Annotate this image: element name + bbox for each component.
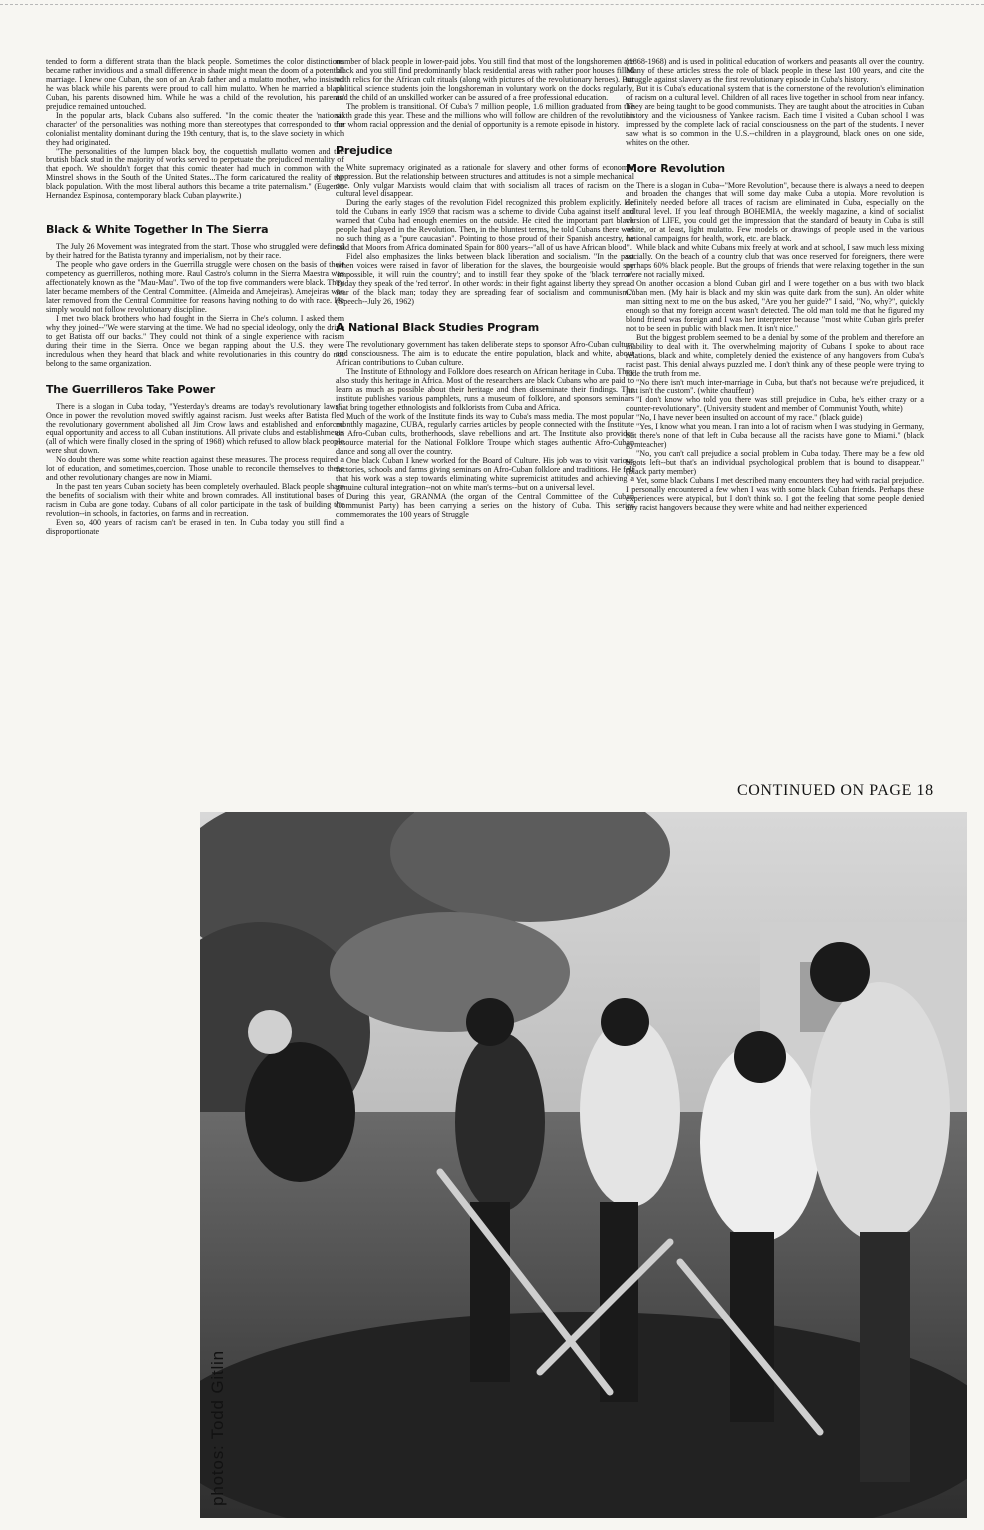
- photo-credit-text: photos: Todd Gitlin: [208, 1350, 227, 1506]
- paragraph: The Institute of Ethnology and Folklore does research on African heritage in Cuba. They also study this heritage in Africa. Most of the researchers are black Cubans who are paid to learn as much as possible about their heritage and then disseminate their findings. The institute publishes various pamphlets, runs a museum of folklore, and sponsors seminars that bring together ethnologists and folklorists from Cuba and Africa.: [336, 366, 634, 412]
- paragraph: I met two black brothers who had fought in the Sierra in Che's column. I asked them why they joined--"We were starving at the time. We had no special ideology, only the drive to get Batista off our backs." They could not think of a single experience with racism during their time in the Sierra. Once we began rapping about the U.S. they were incredulous when they heard that black and white revolutionaries in this country do not belong to the same organization.: [46, 313, 344, 368]
- paragraph: number of black people in lower-paid jobs. You still find that most of the longshoremen are black and you still find predominantly black residential areas with rather poor houses filled with relics for the African cult rituals (along with pictures of the revolutionary heroes). But political science students join the longshoreman in voluntary work on the docks regularly, and the child of an unskilled worker can be assured of a free professional education.: [336, 57, 634, 102]
- article-column-2: [336, 58, 634, 520]
- article-column-1: [46, 58, 344, 537]
- section-heading: The Guerrilleros Take Power: [46, 382, 216, 396]
- paragraph: "The personalities of the lumpen black boy, the coquettish mullatto women and the brutish black stud in the majority of works served to perpetuate the prejudiced mentality of that epoch. We shouldn't forget that this comic theater had much in common with the Minstrel shows in the South of the United States...The form caricatured the reality of the black population. With the most liberal authors this became a trite paternalism." (Eugenio Hernandez Espinosa, contemporary black Cuban playwrite.): [46, 146, 344, 201]
- paragraph: On another occasion a blond Cuban girl and I were together on a bus with two black Cuban men. (My hair is black and my skin was quite dark from the sun). An older white man sitting next to me on the bus asked, "Are you her guide?" I said, "No, why?", quickly enough so that my foreign accent wasn't detected. The old man told me that he figured my blond friend was foreign and I was her interpreter because "most white Cuban girls prefer not to be seen in public with black men. It isn't nice.": [626, 279, 924, 333]
- section-heading: More Revolution: [626, 161, 725, 175]
- paragraph: During the early stages of the revolution Fidel recognized this problem explicitly. He told the Cubans in early 1959 that racism was a scheme to divide Cuba against itself and warned that Cuba had enough enemies on the outside. He cited the important part black people had played in the Revolution. Then, in the bluntest terms, he told Cubans there was no such thing as a "pure caucasian". Pointing to those proud of their Spanish ancestry, he said that Moors from Africa dominated Spain for 800 years--"all of us have African blood".: [336, 198, 634, 253]
- paragraph: There is a slogan in Cuba--"More Revolution", because there is always a need to deepen and broaden the changes that will some day make Cuba a utopia. More revolution is definitely needed before all traces of racism are eliminated in Cuba, especially on the cultural level. If you leaf through BOHEMIA, the weekly magazine, a kind of socialist version of LIFE, you could get the impression that the standard of beauty in Cuba is still white, or at least, light mulatto. Few models or drawings of people used in the various national campaigns for health, work, etc. are black.: [626, 180, 924, 244]
- paragraph: While black and white Cubans mix freely at work and at school, I saw much less mixing socially. On the beach of a country club that was once reserved for foreigners, there were perhaps 60% black people. But the groups of friends that were relaxing together in the sun were not racially mixed.: [626, 243, 924, 280]
- paragraph: No doubt there was some white reaction against these measures. The process required a lot of education, and sometimes,coercion. Those unable to reconcile themselves to these and other revolutionary changes are now in Miami.: [46, 455, 344, 483]
- paragraph: One black Cuban I knew worked for the Board of Culture. His job was to visit various factories, schools and farms giving seminars on Afro-Cuban folklore and traditions. He felt that his work was a step towards eliminating white supremicist attitudes and achieving a genuine cultural integration--not on white man's terms--but on a universal level.: [336, 456, 634, 493]
- article-column-3: [626, 58, 924, 513]
- paragraph: Yet, some black Cubans I met described many encounters they had with racial prejudice. I personally encountered a few when I was with some black Cuban friends. Perhaps these experiences were atypical, but I don't think so. I got the feeling that some people denied any racist hangovers because they were white and had neither experienced: [626, 475, 924, 512]
- paragraph: "No, you can't call prejudice a social problem in Cuba today. There may be a few old bigots left--but that's an individual psychological problem that is bound to disappear." (black party member): [626, 449, 924, 477]
- paragraph: Fidel also emphasizes the links between black liberation and socialism. "In the past when voices were raised in favor of liberation for the slaves, the bourgeoisie would say 'impossible, it will ruin the country'; and to instill fear they spoke of the 'black terror'. Today they speak of the 'red terror'. In other words: in their fight against liberty they spread fear of the black man; today they are spreading fear of socialism and communism." (Speech--July 26, 1962): [336, 252, 634, 306]
- paragraph: "Yes, I know what you mean. I ran into a lot of racism when I was studying in Germany, but there's none of that left in Cuba because all the racists have gone to Miami." (black gymteacher): [626, 422, 924, 450]
- paragraph: White supremacy originated as a rationale for slavery and other forms of economic oppression. But the relationship between structures and attitudes is not a simple mechanical one. Only vulgar Marxists would claim that with socialism all traces of racism on the cultural level disappear.: [336, 162, 634, 199]
- photo-credit: [198, 1338, 238, 1518]
- paragraph: tended to form a different strata than the black people. Sometimes the color distinctions became rather invidious and a small difference in shade might mean the doom of a potential marriage. I knew one Cuban, the son of an Arab father and a mulatto mother, who insisted he was black while his parents were proud to call him mulatto. When he married a black Cuban, his parents disowned him. While he was a child of the revolution, his parents' prejudice remained untouched.: [46, 57, 344, 111]
- paragraph: There is a slogan in Cuba today, "Yesterday's dreams are today's revolutionary laws". Once in power the revolution moved swiftly against racism. Just weeks after Batista fled the revolutionary government abolished all Jim Crow laws and established and enforced equal opportunity and access to all Cuban institutions. All private clubs and establishments (all of which were finally closed in the spring of 1968) which refused to allow black people were shut down.: [46, 401, 344, 456]
- paragraph: Much of the work of the Institute finds its way to Cuba's mass media. The most popular monthly magazine, CUBA, regularly carries articles by people connected with the Institute on Afro-Cuban cults, brotherhoods, slave rebellions and art. The Institute also provides resource material for the National Folklore Troupe which stages authentic Afro-Cuban dance and song all over the country.: [336, 411, 634, 457]
- paragraph: The problem is transitional. Of Cuba's 7 million people, 1.6 million graduated from the sixth grade this year. These and the millions who will follow are children of the revolution for whom racial oppression and the denial of opportunity is a remote episode in history.: [336, 101, 634, 129]
- section-heading: Black & White Together In The Sierra: [46, 223, 269, 237]
- paragraph: But the biggest problem seemed to be a denial by some of the problem and therefore an inability to deal with it. The overwhelming majority of Cubans I spoke to about race relations, black and white, completely denied the existence of any hangovers from Cuba's racist past. This denial always puzzled me. I don't think any of these people were trying to hide the truth from me.: [626, 332, 924, 378]
- paragraph: (1868-1968) and is used in political education of workers and peasants all over the country. Many of these articles stress the role of black people in these last 100 years, and cite the struggle against slavery as the first revolutionary episode in Cuba's history.: [626, 57, 924, 84]
- continued-on-page-label: CONTINUED ON PAGE 18: [737, 782, 934, 799]
- photo-illustration: [200, 812, 967, 1518]
- section-heading: Prejudice: [336, 143, 393, 157]
- paragraph: During this year, GRANMA (the organ of the Central Committee of the Cuban Communist Party) has been carrying a series on the history of Cuba. This series commemorates the 100 years of Struggle: [336, 492, 634, 519]
- paragraph: In the past ten years Cuban society has been completely overhauled. Black people share the benefits of socialism with their white and brown comrades. All institutional bases of racism in Cuba are gone today. Cubans of all color participate in the task of building the revolution--in schools, in factories, on farms and in recreation.: [46, 482, 344, 519]
- paragraph: But it is Cuba's educational system that is the cornerstone of the revolution's elimination of racism on a cultural level. Children of all races live together in school from near infancy. They are being taught to be good communists. They are taught about the atrocities in Cuban history and the viciousness of Yankee racism. Each time I visited a Cuban school I was impressed by the complete lack of racial consciousness on the part of the students. I never saw what is so common in the U.S.--children in a playground, black ones on one side, whites on the other.: [626, 83, 924, 147]
- paragraph: "No there isn't much inter-marriage in Cuba, but that's not because we're prejudiced, it just isn't the custom". (white chauffeur): [626, 377, 924, 396]
- page-top-border: [0, 4, 984, 5]
- paragraph: Even so, 400 years of racism can't be erased in ten. In Cuba today you still find a disproportionate: [46, 517, 344, 536]
- paragraph: The revolutionary government has taken deliberate steps to sponsor Afro-Cuban culture and consciousness. The aim is to educate the entire population, black and white, about African contributions to Cuban culture.: [336, 339, 634, 367]
- section-heading: A National Black Studies Program: [336, 320, 539, 334]
- paragraph: "No, I have never been insulted on account of my race." (black guide): [636, 413, 863, 423]
- paragraph: The July 26 Movement was integrated from the start. Those who struggled were defined by their hatred for the Batista tyranny and imperialism, not by their race.: [46, 242, 344, 261]
- paragraph: In the popular arts, black Cubans also suffered. "In the comic theater the 'national character' of the personalities was nothing more than stereotypes that corresponded to the colonialist mentality dominant during the 19th century, that is, to the slave society in which they had originated.: [46, 110, 344, 147]
- paragraph: The people who gave orders in the Guerrilla struggle were chosen on the basis of their competency as guerrilleros, nothing more. Raul Castro's column in the Sierra Maestra was affectionately known as the "Mau-Mau". Two of the top five commanders were black. They later became members of the Central Committee. (Almeida and Amejeiras). Amejeiras was later removed from the Central Committee for reasons having nothing to do with race. He simply would not follow revolutionary discipline.: [46, 260, 344, 314]
- paragraph: "I don't know who told you there was still prejudice in Cuba, he's either crazy or a counter-revolutionary". (University student and member of Communist Youth, white): [626, 395, 924, 414]
- photo-workers-digging: [200, 812, 967, 1518]
